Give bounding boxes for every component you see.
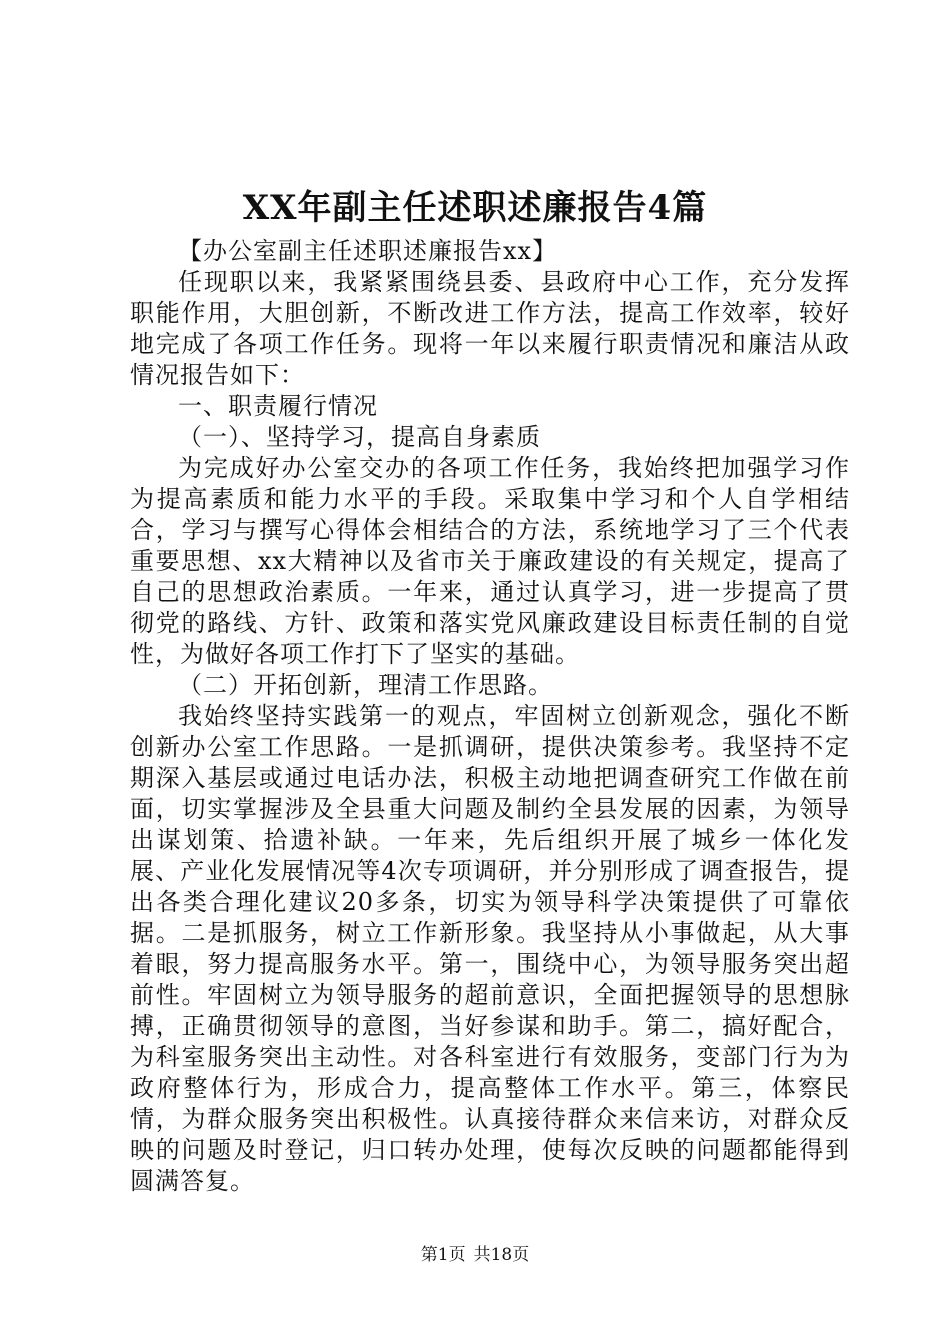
page-number: 第1页 xyxy=(420,1245,466,1265)
body-paragraph-2: 我始终坚持实践第一的观点，牢固树立创新观念，强化不断创新办公室工作思路。一是抓调研，提供决策参考。我坚持不定期深入基层或通过电话办法，积极主动地把调查研究工作做在前面，切实掌握涉及全县重大问题及制约全县发展的因素，为领导出谋划策、拾遗补缺。一年来，先后组织开展了城乡一体化发展、产业化发展情况等4次专项调研，并分别形成了调查报告，提出各类合理化建议20多条，切实为领导科学决策提供了可靠依据。二是抓服务，树立工作新形象。我坚持从小事做起，从大事着眼，努力提高服务水平。第一，围绕中心，为领导服务突出超前性。牢固树立为领导服务的超前意识，全面把握领导的思想脉搏，正确贯彻领导的意图，当好参谋和助手。第二，搞好配合，为科室服务突出主动性。对各科室进行有效服务，变部门行为为政府整体行为，形成合力，提高整体工作水平。第三，体察民情，为群众服务突出积极性。认真接待群众来信来访，对群众反映的问题及时登记，归口转办处理，使每次反映的问题都能得到圆满答复。 xyxy=(130,702,850,1195)
body-paragraph-1: 为完成好办公室交办的各项工作任务，我始终把加强学习作为提高素质和能力水平的手段。采取集中学习和个人自学相结合，学习与撰写心得体会相结合的方法，系统地学习了三个代表重要思想、xx大精神以及省市关于廉政建设的有关规定，提高了自己的思想政治素质。一年来，通过认真学习，进一步提高了贯彻党的路线、方针、政策和落实党风廉政建设目标责任制的自觉性，为做好各项工作打下了坚实的基础。 xyxy=(130,454,850,668)
document-body xyxy=(130,236,850,1197)
intro-paragraph: 任现职以来，我紧紧围绕县委、县政府中心工作，充分发挥职能作用，大胆创新，不断改进工作方法，提高工作效率，较好地完成了各项工作任务。现将一年以来履行职责情况和廉洁从政情况报告如下： xyxy=(130,268,850,389)
subsection-heading-1: （一）、坚持学习，提高自身素质 xyxy=(178,423,541,451)
subsection-heading-2: （二）开拓创新，理清工作思路。 xyxy=(178,671,553,699)
page-footer xyxy=(0,1243,950,1267)
section-tag: 【办公室副主任述职述廉报告xx】 xyxy=(178,237,558,265)
section-heading: 一、职责履行情况 xyxy=(178,392,378,420)
document-title: XX年副主任述职述廉报告4篇 xyxy=(242,188,708,228)
page-total: 共18页 xyxy=(473,1245,530,1265)
